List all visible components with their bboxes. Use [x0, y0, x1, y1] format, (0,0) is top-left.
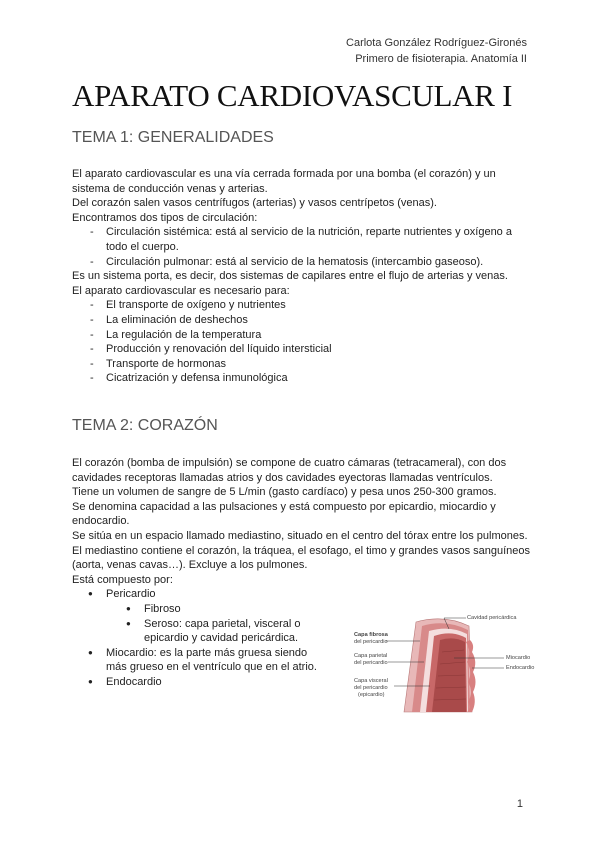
- list-item: - La eliminación de deshechos: [72, 313, 532, 328]
- document-title: APARATO CARDIOVASCULAR I: [72, 78, 513, 113]
- sublist-item: ● Seroso: capa parietal, visceral o epicardio y cavidad pericárdica.: [106, 617, 322, 646]
- label-cavidad: Cavidad pericárdica: [467, 615, 517, 621]
- label-endocardio: Endocardio: [506, 665, 535, 671]
- paragraph: Se denomina capacidad a las pulsaciones y está compuesto por epicardio, miocardio y endocardio.: [72, 500, 496, 528]
- composition-list: [72, 587, 322, 689]
- tema1-body: [72, 167, 532, 386]
- list-item-label: Pericardio: [106, 588, 156, 601]
- label-parietal-2: del pericardio: [354, 660, 388, 666]
- paragraph: El aparato cardiovascular es necesario para:: [72, 284, 290, 297]
- circulation-list: [72, 225, 532, 269]
- page-number: 1: [516, 798, 523, 810]
- paragraph: Es un sistema porta, es decir, dos sistemas de capilares entre el flujo de arterias y venas.: [72, 270, 508, 283]
- list-item: - Circulación pulmonar: está al servicio de la hematosis (intercambio gaseoso).: [72, 255, 532, 270]
- composition-list-wrap: [72, 587, 322, 689]
- paragraph: Del corazón salen vasos centrífugos (arterias) y vasos centrípetos (venas).: [72, 197, 437, 210]
- list-item: - Transporte de hormonas: [72, 357, 532, 372]
- list-item: - La regulación de la temperatura: [72, 328, 532, 343]
- section-heading-tema1: TEMA 1: GENERALIDADES: [72, 129, 274, 146]
- label-visceral-2: del pericardio: [354, 685, 388, 691]
- label-parietal-1: Capa parietal: [354, 653, 388, 659]
- list-item: - El transporte de oxígeno y nutrientes: [72, 298, 532, 313]
- section-heading-tema2: TEMA 2: CORAZÓN: [72, 417, 218, 434]
- list-item: - Cicatrización y defensa inmunológica: [72, 371, 532, 386]
- paragraph: Se sitúa en un espacio llamado mediastino, situado en el centro del tórax entre los pulmones.: [72, 529, 528, 542]
- list-item: - Producción y renovación del líquido intersticial: [72, 342, 532, 357]
- paragraph: Tiene un volumen de sangre de 5 L/min (gasto cardíaco) y pesa unos 250-300 gramos.: [72, 486, 497, 499]
- label-miocardio: Miocardio: [506, 655, 531, 661]
- paragraph: Está compuesto por:: [72, 573, 173, 586]
- paragraph: Encontramos dos tipos de circulación:: [72, 211, 258, 224]
- heart-wall-figure: [354, 612, 546, 716]
- list-item-endocardio: ● Endocardio: [72, 675, 322, 690]
- paragraph: El mediastino contiene el corazón, la tráquea, el esofago, el timo y grandes vasos sanguíneos (aorta, venas cavas…). Excluye a los pulmones.: [72, 544, 530, 572]
- paragraph: El corazón (bomba de impulsión) se compone de cuatro cámaras (tetracameral), con dos cavidades receptoras llamadas atrios y dos cavidades eyectoras llamadas ventrículos.: [72, 457, 507, 484]
- label-fibrosa-1: Capa fibrosa: [354, 632, 388, 638]
- header-author: Carlota González Rodríguez-Gironés: [346, 37, 527, 49]
- label-visceral-1: Capa visceral: [354, 678, 388, 684]
- list-item: - Circulación sistémica: está al servicio de la nutrición, reparte nutrientes y oxígeno a todo el cuerpo.: [72, 225, 532, 254]
- list-item-pericardio: [72, 587, 322, 645]
- label-fibrosa-2: del pericardio: [354, 639, 388, 645]
- list-item-miocardio: ● Miocardio: es la parte más gruesa siendo más grueso en el ventrículo que en el atrio.: [72, 646, 322, 675]
- paragraph: El aparato cardiovascular es una vía cerrada formada por una bomba (el corazón) y un sistema de conducción venas y arterias.: [72, 168, 496, 195]
- pericardio-sublist: [106, 602, 322, 646]
- header-course: Primero de fisioterapia. Anatomía II: [355, 53, 527, 65]
- sublist-item: ● Fibroso: [106, 602, 322, 617]
- label-visceral-3: (epicardio): [358, 692, 385, 698]
- functions-list: [72, 298, 532, 386]
